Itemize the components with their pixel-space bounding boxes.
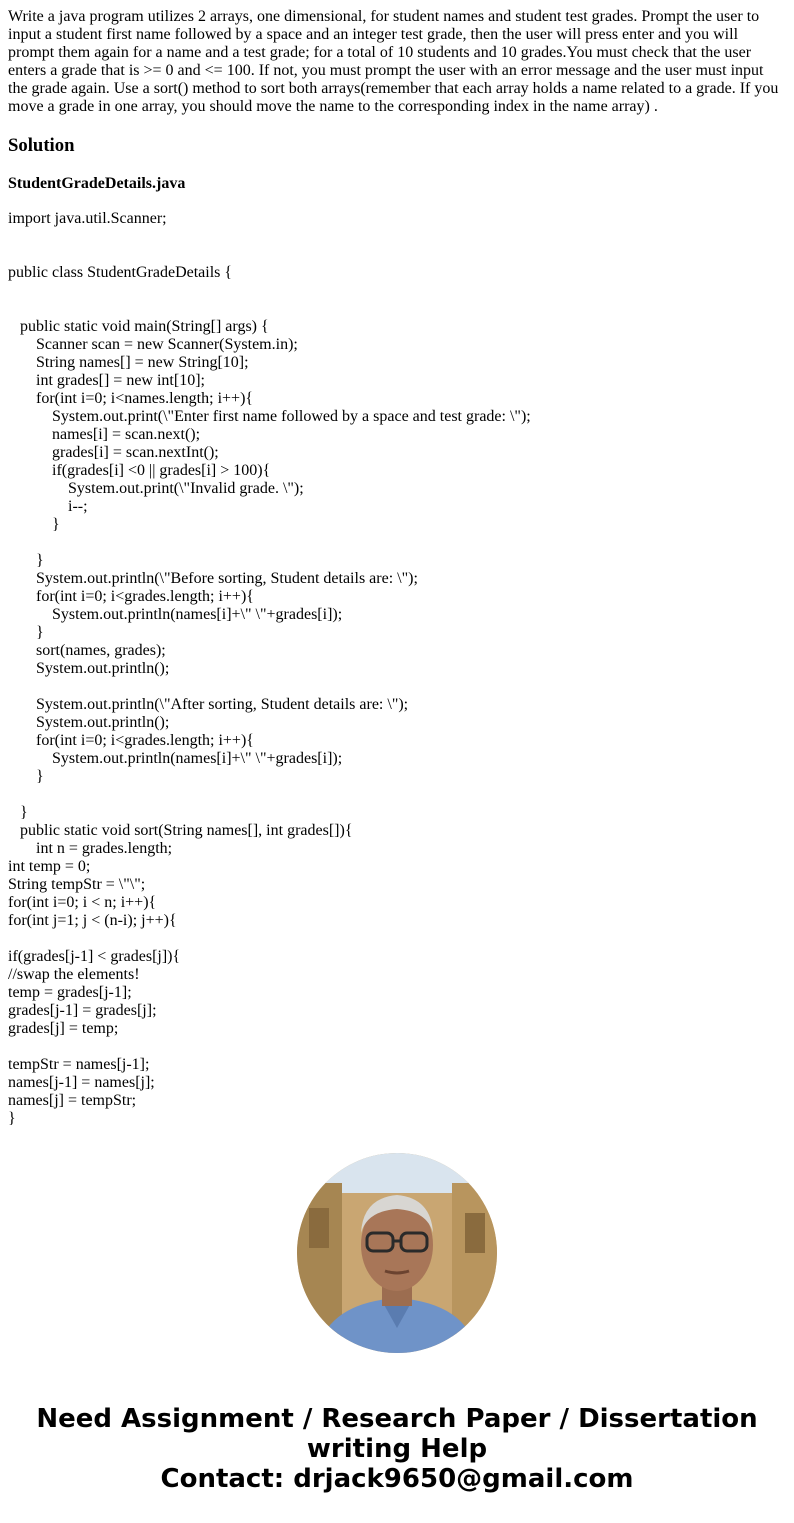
code-line bbox=[8, 300, 786, 318]
code-line: if(grades[i] <0 || grades[i] > 100){ bbox=[8, 462, 271, 479]
code-line: System.out.println(\"After sorting, Student details are: \"); bbox=[8, 696, 409, 713]
code-line: System.out.println(names[i]+\" \"+grades[i]); bbox=[8, 606, 343, 623]
code-line: String names[] = new String[10]; bbox=[8, 354, 249, 371]
code-line: int temp = 0; bbox=[8, 858, 91, 875]
code-line: System.out.println(\"Before sorting, Student details are: \"); bbox=[8, 570, 418, 587]
code-line: for(int i=0; i < n; i++){ bbox=[8, 894, 157, 911]
code-line: System.out.println(names[i]+\" \"+grades[i]); bbox=[8, 750, 343, 767]
author-avatar bbox=[297, 1153, 497, 1353]
code-line: for(int j=1; j < (n-i); j++){ bbox=[8, 912, 177, 929]
code-line: sort(names, grades); bbox=[8, 642, 166, 659]
footer-line-2: writing Help bbox=[306, 1434, 488, 1464]
code-line: temp = grades[j-1]; bbox=[8, 984, 132, 1001]
code-line bbox=[8, 1038, 786, 1056]
footer-line-1: Need Assignment / Research Paper / Dissertation bbox=[36, 1404, 758, 1434]
code-line: for(int i=0; i<grades.length; i++){ bbox=[8, 588, 254, 605]
author-portrait-icon bbox=[297, 1153, 497, 1353]
code-line bbox=[8, 246, 786, 264]
code-line: System.out.print(\"Enter first name followed by a space and test grade: \"); bbox=[8, 408, 531, 425]
code-line: for(int i=0; i<grades.length; i++){ bbox=[8, 732, 254, 749]
code-line: grades[j] = temp; bbox=[8, 1020, 119, 1037]
code-line: } bbox=[8, 768, 44, 785]
code-line: public class StudentGradeDetails { bbox=[8, 264, 233, 281]
code-line: names[j-1] = names[j]; bbox=[8, 1074, 155, 1091]
code-line: int grades[] = new int[10]; bbox=[8, 372, 205, 389]
contact-footer bbox=[0, 1404, 794, 1494]
code-line: if(grades[j-1] < grades[j]){ bbox=[8, 948, 181, 965]
code-line: System.out.println(); bbox=[8, 660, 170, 677]
code-line: System.out.print(\"Invalid grade. \"); bbox=[8, 480, 304, 497]
code-line: Scanner scan = new Scanner(System.in); bbox=[8, 336, 298, 353]
code-line: System.out.println(); bbox=[8, 714, 170, 731]
code-block bbox=[8, 210, 786, 1128]
code-line bbox=[8, 930, 786, 948]
code-line: } bbox=[8, 804, 28, 821]
solution-heading: Solution bbox=[8, 135, 75, 156]
code-line: import java.util.Scanner; bbox=[8, 210, 167, 227]
code-line: tempStr = names[j-1]; bbox=[8, 1056, 150, 1073]
code-line: public static void sort(String names[], int grades[]){ bbox=[8, 822, 353, 839]
code-line bbox=[8, 534, 786, 552]
code-line: grades[j-1] = grades[j]; bbox=[8, 1002, 157, 1019]
code-line: int n = grades.length; bbox=[8, 840, 173, 857]
code-line: for(int i=0; i<names.length; i++){ bbox=[8, 390, 254, 407]
code-line: i--; bbox=[8, 498, 88, 515]
footer-contact-email: Contact: drjack9650@gmail.com bbox=[160, 1464, 634, 1494]
code-line bbox=[8, 786, 786, 804]
code-line: //swap the elements! bbox=[8, 966, 140, 983]
code-line: names[i] = scan.next(); bbox=[8, 426, 201, 443]
code-line: } bbox=[8, 1110, 16, 1127]
code-line: } bbox=[8, 516, 60, 533]
code-line: } bbox=[8, 624, 44, 641]
code-line bbox=[8, 282, 786, 300]
code-line: names[j] = tempStr; bbox=[8, 1092, 137, 1109]
code-line bbox=[8, 678, 786, 696]
file-name-heading: StudentGradeDetails.java bbox=[8, 175, 186, 192]
code-line bbox=[8, 228, 786, 246]
code-line: grades[i] = scan.nextInt(); bbox=[8, 444, 219, 461]
code-line: String tempStr = \"\"; bbox=[8, 876, 146, 893]
code-line: } bbox=[8, 552, 44, 569]
code-line: public static void main(String[] args) { bbox=[8, 318, 269, 335]
question-text: Write a java program utilizes 2 arrays, one dimensional, for student names and student test grades. Prompt the user to input a student first name followed by a space and an integer test grade, then the user will press enter and you will prompt them again for a name and a test grade; for a total of 10 students and 10 grades.You must check that the user enters a grade that is >= 0 and <= 100. If not, you must prompt the user with an error message and the user must input the grade again. Use a sort() method to sort both arrays(remember that each array holds a name related to a grade. If you move a grade in one array, you should move the name to the corresponding index in the name array) . bbox=[8, 8, 779, 115]
